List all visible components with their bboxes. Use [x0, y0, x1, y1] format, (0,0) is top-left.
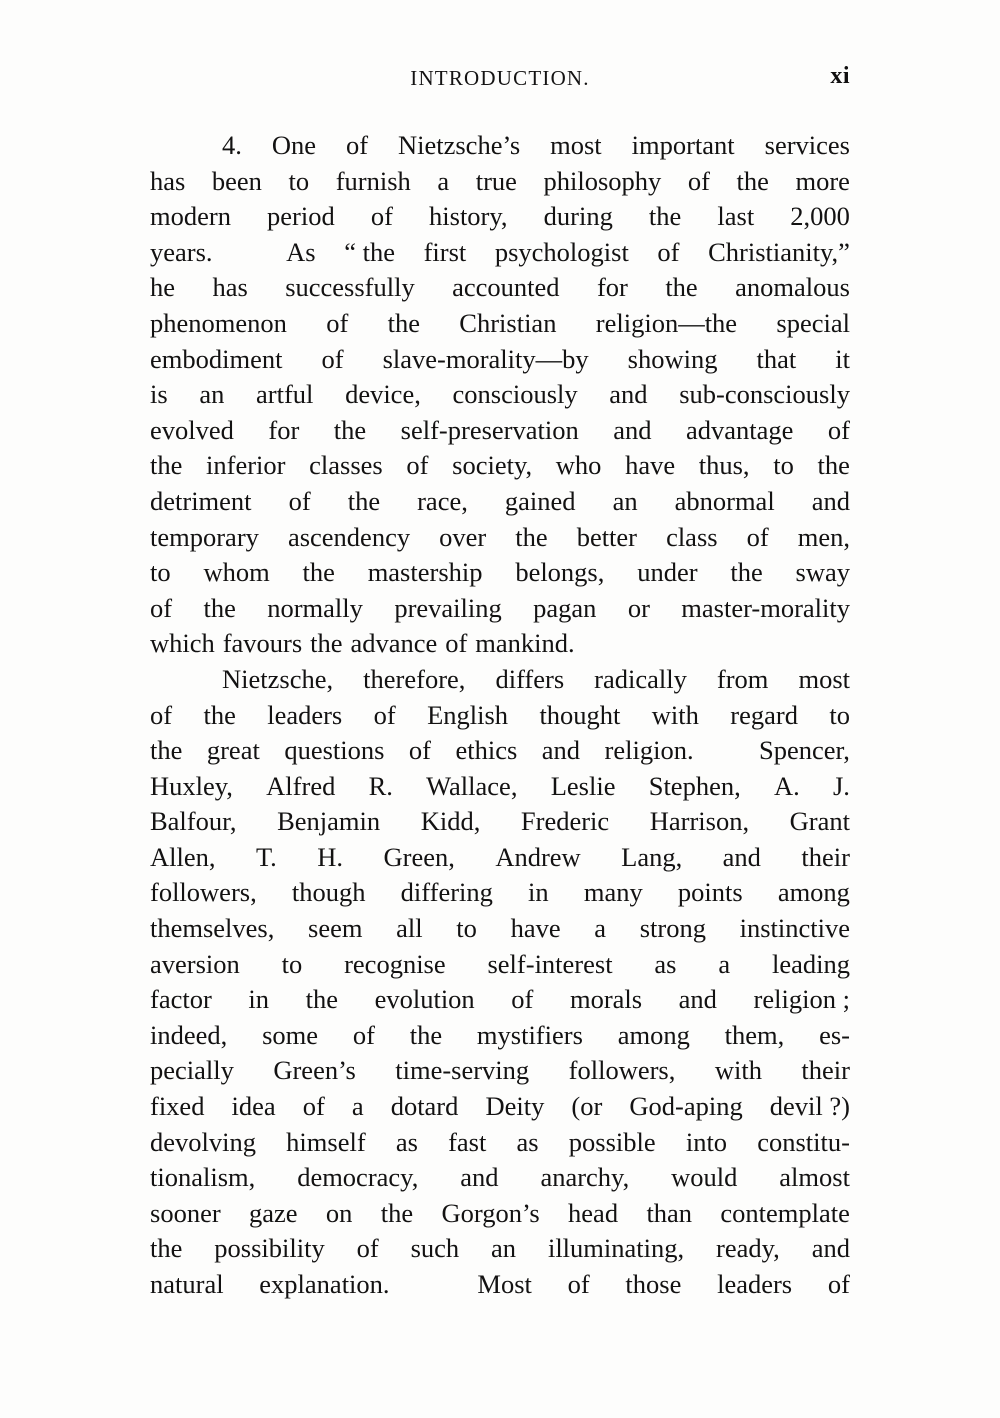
word: have: [510, 913, 561, 944]
word: time-serving: [395, 1055, 530, 1086]
running-head-title: INTRODUCTION.: [410, 66, 590, 90]
word: Alfred: [266, 770, 336, 801]
word: seem: [308, 913, 363, 944]
word: history,: [429, 201, 508, 232]
word: and: [613, 414, 652, 445]
word: self-interest: [487, 948, 613, 979]
word: Christian: [459, 307, 557, 338]
word: pagan: [533, 592, 597, 623]
word: is: [150, 379, 168, 410]
word: prevailing: [394, 592, 502, 623]
word: Balfour,: [150, 806, 237, 837]
word: artful: [256, 379, 314, 410]
word: the: [665, 272, 698, 303]
word: Andrew: [495, 841, 581, 872]
word: gaze: [249, 1197, 298, 1228]
word: and: [678, 984, 717, 1015]
word: of: [567, 1269, 590, 1299]
word: their: [801, 841, 850, 872]
word: special: [776, 307, 850, 338]
word: for: [268, 414, 300, 445]
text-line: [150, 875, 850, 911]
word: Kidd,: [420, 806, 481, 837]
word: Green’s: [273, 1055, 356, 1086]
word: master-morality: [681, 592, 850, 623]
word: with: [651, 699, 699, 730]
word: some: [262, 1019, 319, 1050]
word: into: [685, 1126, 728, 1157]
word: mastership: [367, 557, 483, 588]
word: a: [594, 913, 607, 944]
word: Wallace,: [426, 770, 518, 801]
word: sub-consciously: [679, 379, 850, 410]
word: contemplate: [720, 1197, 850, 1228]
word: race,: [417, 485, 468, 516]
word: he: [150, 272, 176, 303]
text-line: [150, 1267, 850, 1303]
word: Most: [477, 1269, 532, 1299]
word: Frederic: [520, 806, 610, 837]
word: of: [746, 521, 769, 552]
word: of: [326, 307, 349, 338]
word: all: [396, 913, 423, 944]
text-line: [150, 377, 850, 413]
word: belongs,: [515, 557, 605, 588]
word: the: [409, 1019, 443, 1050]
word: has: [212, 272, 248, 303]
word: it: [835, 343, 850, 374]
text-line: [150, 555, 850, 591]
word: leading: [771, 948, 850, 979]
word: Christianity,”: [708, 236, 850, 267]
text-line: [150, 520, 850, 556]
word: showing: [627, 343, 718, 374]
word: Nietzsche,: [222, 663, 334, 694]
word: points: [677, 877, 743, 908]
word: men,: [797, 521, 850, 552]
text-line: [150, 698, 850, 734]
word: the: [333, 414, 367, 445]
running-head: [150, 63, 850, 96]
word: the: [150, 450, 183, 481]
word: and: [811, 1233, 850, 1264]
word: of: [511, 984, 534, 1015]
word: differing: [400, 877, 493, 908]
word: device,: [345, 379, 421, 410]
word: recognise: [344, 948, 446, 979]
text-line: [150, 591, 850, 627]
word: the: [817, 450, 850, 481]
word: in: [248, 984, 270, 1015]
word: the: [310, 628, 343, 659]
word: classes: [309, 450, 383, 481]
word: anomalous: [735, 272, 850, 303]
word: Huxley,: [150, 770, 233, 801]
text-line: [150, 1160, 850, 1196]
word: religion.: [604, 735, 694, 766]
word: himself: [286, 1126, 366, 1157]
word: though: [291, 877, 366, 908]
word: an: [199, 379, 225, 410]
word: abnormal: [674, 485, 775, 516]
word: to: [829, 699, 850, 730]
word: the: [736, 165, 769, 196]
text-line: [150, 270, 850, 306]
word: of: [827, 1269, 850, 1299]
word: with: [714, 1055, 762, 1086]
word: of: [150, 592, 173, 623]
word: questions: [284, 735, 385, 766]
page-folio-number: xi: [830, 63, 850, 89]
word: the: [305, 984, 338, 1015]
word: the: [515, 521, 548, 552]
word: most: [798, 663, 850, 694]
word: of: [827, 414, 850, 445]
word: mankind.: [475, 628, 575, 659]
word: the: [302, 557, 335, 588]
text-line: [150, 1089, 850, 1125]
word: strong: [639, 913, 706, 944]
word: embodiment: [150, 343, 283, 374]
word: a: [437, 165, 450, 196]
word: of: [657, 236, 680, 267]
text-line: [150, 164, 850, 200]
word: class: [666, 521, 718, 552]
word: would: [671, 1162, 738, 1193]
word: Deity: [485, 1091, 545, 1122]
word: themselves,: [150, 913, 275, 944]
word: 4.: [221, 130, 242, 160]
word: to: [281, 948, 303, 979]
word: the: [730, 557, 763, 588]
word: democracy,: [297, 1162, 419, 1193]
word: them,: [724, 1019, 785, 1050]
word: morals: [569, 984, 643, 1015]
word: and: [541, 735, 581, 766]
word: has: [150, 165, 186, 196]
text-line: [150, 199, 850, 235]
word: or: [627, 592, 650, 623]
word: of: [288, 485, 311, 516]
word: furnish: [335, 165, 411, 196]
word: followers,: [568, 1055, 676, 1086]
word: of: [370, 201, 393, 232]
word: for: [596, 272, 628, 303]
word: an: [491, 1233, 517, 1264]
word: of: [687, 165, 710, 196]
word: possible: [568, 1126, 656, 1157]
word: factor: [150, 984, 212, 1015]
word: accounted: [452, 272, 560, 303]
word: Nietzsche’s: [397, 130, 521, 160]
text-line: [150, 1196, 850, 1232]
text-line: [150, 484, 850, 520]
word: One: [271, 130, 316, 160]
word: of: [352, 1019, 375, 1050]
word: Stephen,: [648, 770, 741, 801]
word: explanation.: [259, 1269, 390, 1299]
word: regard: [730, 699, 798, 730]
word: and: [609, 379, 648, 410]
word: devil ?): [769, 1091, 850, 1122]
word: a: [351, 1091, 364, 1122]
word: from: [716, 663, 769, 694]
text-line: [150, 1053, 850, 1089]
text-line: [150, 769, 850, 805]
text-line: [150, 911, 850, 947]
word: tionalism,: [150, 1162, 256, 1193]
word: society,: [452, 450, 533, 481]
text-line: [150, 448, 850, 484]
word: the: [380, 1197, 414, 1228]
word: religion ;: [753, 984, 850, 1015]
word: J.: [832, 770, 850, 801]
word: H.: [317, 841, 344, 872]
word: “ the: [344, 236, 395, 267]
word: those: [625, 1269, 682, 1299]
word: Spencer,: [758, 735, 850, 766]
word: dotard: [390, 1091, 459, 1122]
word: philosophy: [543, 165, 662, 196]
word: the: [648, 201, 682, 232]
word: radically: [594, 663, 687, 694]
word: ready,: [716, 1233, 780, 1264]
word: and: [460, 1162, 499, 1193]
word: more: [795, 165, 850, 196]
text-line: [150, 947, 850, 983]
word: evolved: [150, 414, 234, 445]
word: their: [801, 1055, 850, 1086]
word: of: [445, 628, 468, 659]
text-line: [150, 1231, 850, 1267]
word: the: [150, 1233, 183, 1264]
word: slave-morality—by: [382, 343, 589, 374]
text-line: [150, 840, 850, 876]
word: of: [408, 735, 431, 766]
word: the: [203, 699, 236, 730]
word: in: [528, 877, 549, 908]
word: possibility: [214, 1233, 325, 1264]
word: over: [439, 521, 487, 552]
word: A.: [773, 770, 800, 801]
word: the: [150, 735, 183, 766]
word: T.: [255, 841, 277, 872]
word: Harrison,: [649, 806, 750, 837]
word: Gorgon’s: [441, 1197, 540, 1228]
word: Benjamin: [277, 806, 381, 837]
word: anarchy,: [540, 1162, 630, 1193]
word: such: [410, 1233, 460, 1264]
word: and: [811, 485, 850, 516]
word: under: [637, 557, 698, 588]
word: pecially: [150, 1055, 234, 1086]
word: fixed: [150, 1091, 205, 1122]
word: of: [356, 1233, 379, 1264]
word: psychologist: [494, 236, 629, 267]
word: religion—the: [595, 307, 738, 338]
word: instinctive: [739, 913, 850, 944]
word: Green,: [383, 841, 455, 872]
word: and: [722, 841, 761, 872]
word: As: [286, 236, 316, 267]
word: of: [373, 699, 396, 730]
word: leaders: [717, 1269, 793, 1299]
word: Grant: [789, 806, 850, 837]
word: of: [321, 343, 344, 374]
word: ethics: [455, 735, 518, 766]
word: (or: [571, 1091, 603, 1122]
text-line: [150, 235, 850, 271]
word: 2,000: [790, 201, 850, 232]
word: true: [475, 165, 517, 196]
word: R.: [368, 770, 393, 801]
word: last: [717, 201, 755, 232]
text-line: [150, 1018, 850, 1054]
word: as: [516, 1126, 539, 1157]
word: than: [646, 1197, 693, 1228]
word: services: [764, 130, 850, 160]
word: self-preservation: [400, 414, 579, 445]
word: thought: [539, 699, 621, 730]
word: advantage: [686, 414, 794, 445]
word: which: [150, 628, 215, 659]
word: as: [395, 1126, 418, 1157]
text-line: [150, 413, 850, 449]
word: sway: [795, 557, 850, 588]
word: better: [576, 521, 638, 552]
word: the: [203, 592, 236, 623]
text-line: [150, 342, 850, 378]
word: natural: [150, 1269, 224, 1299]
word: normally: [267, 592, 363, 623]
word: phenomenon: [150, 307, 287, 338]
word: whom: [203, 557, 270, 588]
text-line: [150, 804, 850, 840]
word: the: [347, 485, 381, 516]
word: temporary: [150, 521, 259, 552]
word: that: [756, 343, 797, 374]
body-text-block: [150, 128, 850, 1303]
word: the: [387, 307, 420, 338]
word: es-: [819, 1019, 850, 1050]
word: detriment: [150, 485, 252, 516]
word: of: [150, 699, 173, 730]
word: been: [211, 165, 262, 196]
word: devolving: [150, 1126, 256, 1157]
word: therefore,: [363, 663, 466, 694]
word: many: [583, 877, 643, 908]
word: indeed,: [150, 1019, 228, 1050]
text-line: [150, 982, 850, 1018]
word: followers,: [150, 877, 257, 908]
word: successfully: [285, 272, 415, 303]
word: of: [302, 1091, 325, 1122]
word: Allen,: [150, 841, 216, 872]
word: consciously: [452, 379, 578, 410]
word: period: [267, 201, 335, 232]
word: modern: [150, 201, 231, 232]
word: thus,: [698, 450, 750, 481]
text-line: [150, 306, 850, 342]
word: leaders: [267, 699, 343, 730]
word: differs: [495, 663, 565, 694]
text-line: [150, 626, 850, 662]
word: Leslie: [550, 770, 616, 801]
word: great: [206, 735, 260, 766]
text-line: [150, 662, 850, 698]
word: who: [555, 450, 602, 481]
word: almost: [779, 1162, 850, 1193]
word: inferior: [206, 450, 286, 481]
word: idea: [231, 1091, 276, 1122]
word: to: [150, 557, 171, 588]
word: sooner: [150, 1197, 221, 1228]
word: aversion: [150, 948, 240, 979]
word: God-aping: [629, 1091, 743, 1122]
word: on: [325, 1197, 353, 1228]
word: Lang,: [621, 841, 683, 872]
word: during: [543, 201, 613, 232]
text-line: [150, 733, 850, 769]
word: important: [631, 130, 735, 160]
word: to: [456, 913, 477, 944]
word: years.: [150, 236, 213, 267]
word: a: [718, 948, 731, 979]
word: as: [654, 948, 677, 979]
word: ascendency: [287, 521, 411, 552]
word: mystifiers: [476, 1019, 583, 1050]
word: to: [288, 165, 310, 196]
word: constitu-: [757, 1126, 850, 1157]
word: evolution: [374, 984, 475, 1015]
word: fast: [448, 1126, 487, 1157]
word: first: [423, 236, 467, 267]
word: an: [612, 485, 638, 516]
word: head: [568, 1197, 619, 1228]
word: advance: [350, 628, 438, 659]
word: of: [406, 450, 429, 481]
word: gained: [504, 485, 576, 516]
word: most: [550, 130, 602, 160]
word: favours: [222, 628, 303, 659]
word: among: [617, 1019, 690, 1050]
word: of: [345, 130, 369, 160]
word: English: [427, 699, 509, 730]
text-line: [150, 1125, 850, 1161]
word: have: [625, 450, 676, 481]
word: to: [773, 450, 794, 481]
word: illuminating,: [547, 1233, 685, 1264]
text-line: [150, 128, 850, 164]
word: among: [777, 877, 850, 908]
